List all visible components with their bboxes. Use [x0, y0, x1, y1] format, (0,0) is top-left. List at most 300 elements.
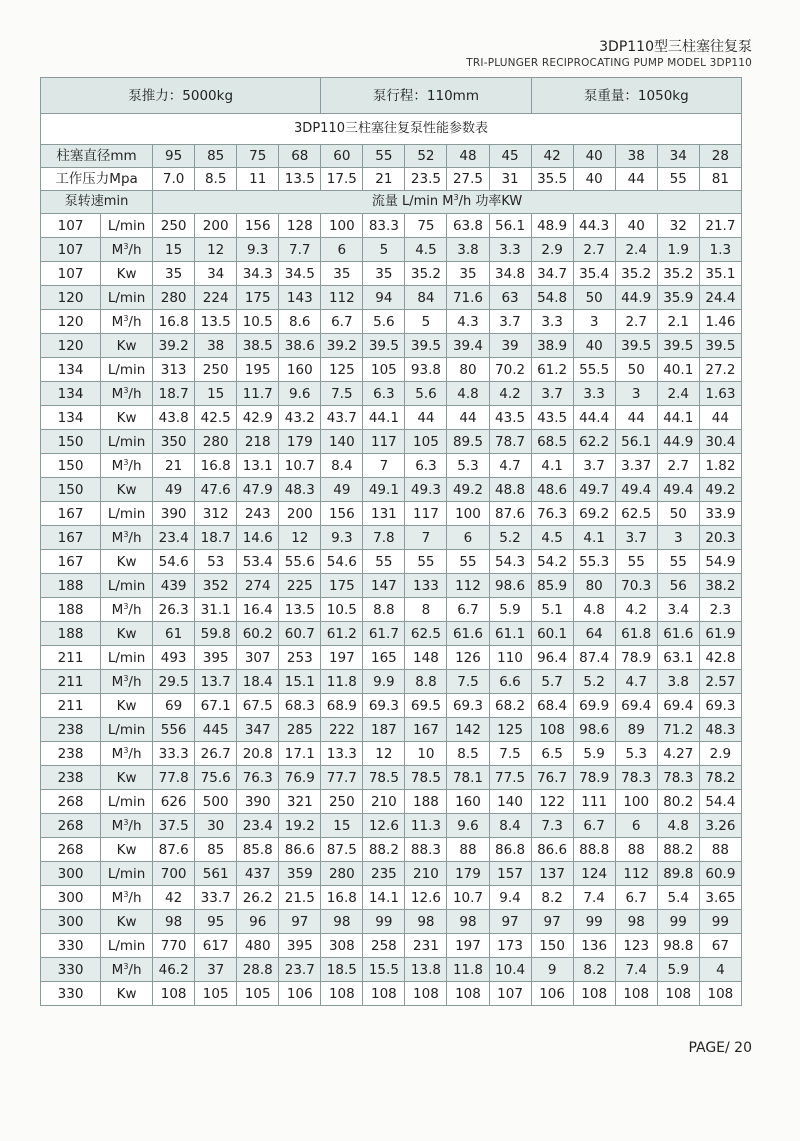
value-cell: 42.8: [699, 646, 741, 670]
value-cell: 39.2: [321, 334, 363, 358]
value-cell: 78.3: [615, 766, 657, 790]
value-cell: 71.2: [657, 718, 699, 742]
spec-thrust: 泵推力：5000kg: [41, 78, 321, 114]
value-cell: 7.4: [615, 958, 657, 982]
value-cell: 2.3: [699, 598, 741, 622]
value-cell: 84: [405, 286, 447, 310]
flow-power-label: [153, 191, 742, 214]
value-cell: 98: [447, 910, 489, 934]
value-cell: 44.4: [573, 406, 615, 430]
value-cell: 3.37: [615, 454, 657, 478]
value-cell: 39.5: [657, 334, 699, 358]
value-cell: 493: [153, 646, 195, 670]
value-cell: 8.4: [321, 454, 363, 478]
unit-pre: M: [111, 457, 124, 474]
pressure-cell: 8.5: [195, 168, 237, 191]
table-row: [41, 262, 742, 286]
value-cell: 87.6: [489, 502, 531, 526]
value-cell: 83.3: [363, 214, 405, 238]
value-cell: 6: [321, 238, 363, 262]
unit-cell: [101, 958, 153, 982]
value-cell: 35.2: [405, 262, 447, 286]
page-number: PAGE/ 20: [688, 1040, 752, 1056]
value-cell: 54.3: [489, 550, 531, 574]
value-cell: 2.4: [615, 238, 657, 262]
value-cell: 98.6: [489, 574, 531, 598]
value-cell: 105: [237, 982, 279, 1006]
value-cell: 97: [531, 910, 573, 934]
value-cell: 6.3: [363, 382, 405, 406]
value-cell: 35: [363, 262, 405, 286]
table-row: [41, 886, 742, 910]
value-cell: 55: [363, 550, 405, 574]
value-cell: 50: [573, 286, 615, 310]
value-cell: 64: [573, 622, 615, 646]
value-cell: 126: [447, 646, 489, 670]
value-cell: 6: [447, 526, 489, 550]
value-cell: 47.6: [195, 478, 237, 502]
table-title: 3DP110三柱塞往复泵性能参数表: [41, 114, 742, 145]
value-cell: 56.1: [615, 430, 657, 454]
value-cell: 15: [321, 814, 363, 838]
unit-cell: [101, 670, 153, 694]
table-row: [41, 454, 742, 478]
value-cell: 9.4: [489, 886, 531, 910]
value-cell: 39.4: [447, 334, 489, 358]
value-cell: 34.3: [237, 262, 279, 286]
rpm-cell: 330: [41, 934, 101, 958]
value-cell: 4.27: [657, 742, 699, 766]
unit-cell: Kw: [101, 622, 153, 646]
spec-stroke: 泵行程：110mm: [321, 78, 531, 114]
diameter-cell: 75: [237, 145, 279, 168]
value-cell: 2.1: [657, 310, 699, 334]
value-cell: 67.1: [195, 694, 237, 718]
value-cell: 30: [195, 814, 237, 838]
flow-label-pre: 流量 L/min M: [371, 194, 454, 209]
unit-cell: [101, 886, 153, 910]
unit-cell: Kw: [101, 550, 153, 574]
value-cell: 61.2: [321, 622, 363, 646]
value-cell: 87.4: [573, 646, 615, 670]
value-cell: 13.8: [405, 958, 447, 982]
table-row: [41, 502, 742, 526]
value-cell: 5.2: [573, 670, 615, 694]
value-cell: 195: [237, 358, 279, 382]
pressure-cell: 27.5: [447, 168, 489, 191]
value-cell: 54.6: [321, 550, 363, 574]
value-cell: 88.2: [363, 838, 405, 862]
value-cell: 55: [447, 550, 489, 574]
value-cell: 1.3: [699, 238, 741, 262]
value-cell: 55.6: [279, 550, 321, 574]
value-cell: 98.6: [573, 718, 615, 742]
value-cell: 200: [279, 502, 321, 526]
value-cell: 61.6: [657, 622, 699, 646]
value-cell: 37.5: [153, 814, 195, 838]
unit-sup: 3: [123, 745, 129, 755]
value-cell: 250: [195, 358, 237, 382]
value-cell: 26.2: [237, 886, 279, 910]
value-cell: 35: [153, 262, 195, 286]
unit-pre: M: [111, 673, 124, 690]
value-cell: 124: [573, 862, 615, 886]
unit-cell: L/min: [101, 358, 153, 382]
rpm-cell: 300: [41, 886, 101, 910]
value-cell: 4.8: [657, 814, 699, 838]
unit-sup: 3: [123, 673, 129, 683]
diameter-cell: 40: [573, 145, 615, 168]
value-cell: 5.6: [363, 310, 405, 334]
table-row: [41, 910, 742, 934]
value-cell: 55.5: [573, 358, 615, 382]
pressure-label: 工作压力Mpa: [41, 168, 153, 191]
value-cell: 49.2: [447, 478, 489, 502]
value-cell: 39.5: [615, 334, 657, 358]
unit-cell: Kw: [101, 982, 153, 1006]
unit-cell: L/min: [101, 862, 153, 886]
value-cell: 86.8: [489, 838, 531, 862]
unit-pre: M: [111, 889, 124, 906]
value-cell: 34.5: [279, 262, 321, 286]
value-cell: 44.1: [657, 406, 699, 430]
value-cell: 3.26: [699, 814, 741, 838]
rpm-cell: 134: [41, 358, 101, 382]
value-cell: 68.3: [279, 694, 321, 718]
value-cell: 3.8: [657, 670, 699, 694]
value-cell: 7.5: [489, 742, 531, 766]
rpm-cell: 150: [41, 454, 101, 478]
diameter-cell: 42: [531, 145, 573, 168]
value-cell: 99: [657, 910, 699, 934]
value-cell: 24.4: [699, 286, 741, 310]
table-row: [41, 646, 742, 670]
pressure-cell: 44: [615, 168, 657, 191]
value-cell: 285: [279, 718, 321, 742]
unit-cell: Kw: [101, 334, 153, 358]
value-cell: 43.8: [153, 406, 195, 430]
value-cell: 3.7: [573, 454, 615, 478]
value-cell: 20.8: [237, 742, 279, 766]
value-cell: 78.3: [657, 766, 699, 790]
rpm-cell: 330: [41, 982, 101, 1006]
value-cell: 11.8: [321, 670, 363, 694]
value-cell: 49.4: [615, 478, 657, 502]
value-cell: 2.4: [657, 382, 699, 406]
value-cell: 56: [657, 574, 699, 598]
pressure-cell: 7.0: [153, 168, 195, 191]
value-cell: 80: [447, 358, 489, 382]
value-cell: 156: [237, 214, 279, 238]
value-cell: 3: [573, 310, 615, 334]
value-cell: 70.2: [489, 358, 531, 382]
value-cell: 33.3: [153, 742, 195, 766]
value-cell: 60.2: [237, 622, 279, 646]
value-cell: 56.1: [489, 214, 531, 238]
diameter-cell: 34: [657, 145, 699, 168]
unit-post: /h: [128, 961, 142, 978]
value-cell: 250: [153, 214, 195, 238]
table-row: [41, 310, 742, 334]
value-cell: 35.4: [573, 262, 615, 286]
value-cell: 69.5: [405, 694, 447, 718]
value-cell: 3: [657, 526, 699, 550]
table-row: [41, 574, 742, 598]
pressure-cell: 17.5: [321, 168, 363, 191]
value-cell: 11.8: [447, 958, 489, 982]
value-cell: 54.4: [699, 790, 741, 814]
value-cell: 5.6: [405, 382, 447, 406]
value-cell: 235: [363, 862, 405, 886]
value-cell: 147: [363, 574, 405, 598]
value-cell: 70.3: [615, 574, 657, 598]
value-cell: 100: [321, 214, 363, 238]
value-cell: 49: [321, 478, 363, 502]
table-row: [41, 526, 742, 550]
value-cell: 125: [321, 358, 363, 382]
rpm-cell: 150: [41, 430, 101, 454]
value-cell: 2.9: [699, 742, 741, 766]
unit-sup: 3: [123, 889, 129, 899]
value-cell: 69.3: [363, 694, 405, 718]
value-cell: 23.4: [237, 814, 279, 838]
value-cell: 96: [237, 910, 279, 934]
value-cell: 8: [405, 598, 447, 622]
value-cell: 108: [405, 982, 447, 1006]
value-cell: 98: [615, 910, 657, 934]
table-row: [41, 238, 742, 262]
value-cell: 76.9: [279, 766, 321, 790]
unit-cell: L/min: [101, 646, 153, 670]
unit-post: /h: [128, 673, 142, 690]
value-cell: 222: [321, 718, 363, 742]
value-cell: 617: [195, 934, 237, 958]
value-cell: 13.5: [195, 310, 237, 334]
value-cell: 48.3: [699, 718, 741, 742]
value-cell: 85.8: [237, 838, 279, 862]
value-cell: 4.8: [573, 598, 615, 622]
value-cell: 8.8: [363, 598, 405, 622]
value-cell: 3.7: [531, 382, 573, 406]
value-cell: 80.2: [657, 790, 699, 814]
value-cell: 38.6: [279, 334, 321, 358]
value-cell: 10: [405, 742, 447, 766]
value-cell: 7: [363, 454, 405, 478]
value-cell: 40.1: [657, 358, 699, 382]
value-cell: 106: [531, 982, 573, 1006]
value-cell: 188: [405, 790, 447, 814]
unit-pre: M: [111, 313, 124, 330]
value-cell: 5.3: [615, 742, 657, 766]
value-cell: 12.6: [405, 886, 447, 910]
value-cell: 89.8: [657, 862, 699, 886]
value-cell: 95: [195, 910, 237, 934]
value-cell: 16.4: [237, 598, 279, 622]
value-cell: 13.3: [321, 742, 363, 766]
value-cell: 2.7: [573, 238, 615, 262]
table-row: [41, 838, 742, 862]
value-cell: 39: [489, 334, 531, 358]
rpm-cell: 167: [41, 526, 101, 550]
value-cell: 308: [321, 934, 363, 958]
value-cell: 15: [195, 382, 237, 406]
value-cell: 86.6: [279, 838, 321, 862]
diameter-row: [41, 145, 742, 168]
table-title-row: [41, 114, 742, 145]
value-cell: 12: [195, 238, 237, 262]
value-cell: 3.3: [489, 238, 531, 262]
value-cell: 175: [321, 574, 363, 598]
value-cell: 39.5: [363, 334, 405, 358]
value-cell: 68.9: [321, 694, 363, 718]
value-cell: 99: [699, 910, 741, 934]
value-cell: 55: [657, 550, 699, 574]
value-cell: 1.46: [699, 310, 741, 334]
value-cell: 9.6: [279, 382, 321, 406]
value-cell: 175: [237, 286, 279, 310]
table-row: [41, 766, 742, 790]
value-cell: 93.8: [405, 358, 447, 382]
diameter-cell: 45: [489, 145, 531, 168]
value-cell: 140: [489, 790, 531, 814]
value-cell: 108: [531, 718, 573, 742]
value-cell: 4.8: [447, 382, 489, 406]
unit-sup: 3: [123, 529, 129, 539]
value-cell: 43.5: [489, 406, 531, 430]
unit-post: /h: [128, 529, 142, 546]
value-cell: 38.9: [531, 334, 573, 358]
value-cell: 136: [573, 934, 615, 958]
value-cell: 3.65: [699, 886, 741, 910]
value-cell: 16.8: [321, 886, 363, 910]
value-cell: 12: [279, 526, 321, 550]
diameter-cell: 28: [699, 145, 741, 168]
value-cell: 4: [699, 958, 741, 982]
rpm-cell: 134: [41, 382, 101, 406]
value-cell: 78.9: [573, 766, 615, 790]
value-cell: 200: [195, 214, 237, 238]
value-cell: 108: [573, 982, 615, 1006]
value-cell: 165: [363, 646, 405, 670]
unit-cell: L/min: [101, 214, 153, 238]
unit-sup: 3: [123, 961, 129, 971]
value-cell: 18.4: [237, 670, 279, 694]
value-cell: 280: [195, 430, 237, 454]
value-cell: 78.5: [405, 766, 447, 790]
value-cell: 38.5: [237, 334, 279, 358]
value-cell: 5.9: [573, 742, 615, 766]
rpm-cell: 107: [41, 214, 101, 238]
pressure-cell: 40: [573, 168, 615, 191]
value-cell: 85: [195, 838, 237, 862]
value-cell: 14.1: [363, 886, 405, 910]
value-cell: 78.2: [699, 766, 741, 790]
table-row: [41, 406, 742, 430]
value-cell: 44.3: [573, 214, 615, 238]
value-cell: 108: [447, 982, 489, 1006]
value-cell: 253: [279, 646, 321, 670]
value-cell: 111: [573, 790, 615, 814]
value-cell: 437: [237, 862, 279, 886]
unit-post: /h: [128, 457, 142, 474]
value-cell: 75: [405, 214, 447, 238]
value-cell: 53: [195, 550, 237, 574]
value-cell: 390: [153, 502, 195, 526]
value-cell: 156: [321, 502, 363, 526]
value-cell: 500: [195, 790, 237, 814]
rpm-cell: 134: [41, 406, 101, 430]
pressure-cell: 31: [489, 168, 531, 191]
rpm-cell: 238: [41, 766, 101, 790]
value-cell: 78.5: [363, 766, 405, 790]
value-cell: 62.2: [573, 430, 615, 454]
value-cell: 105: [363, 358, 405, 382]
value-cell: 59.8: [195, 622, 237, 646]
value-cell: 1.9: [657, 238, 699, 262]
value-cell: 61.9: [699, 622, 741, 646]
unit-sup: 3: [123, 385, 129, 395]
value-cell: 108: [363, 982, 405, 1006]
value-cell: 76.7: [531, 766, 573, 790]
rpm-cell: 211: [41, 694, 101, 718]
value-cell: 131: [363, 502, 405, 526]
rpm-cell: 300: [41, 910, 101, 934]
value-cell: 6.3: [405, 454, 447, 478]
value-cell: 770: [153, 934, 195, 958]
value-cell: 108: [615, 982, 657, 1006]
value-cell: 42.9: [237, 406, 279, 430]
rpm-cell: 120: [41, 310, 101, 334]
value-cell: 48.3: [279, 478, 321, 502]
value-cell: 63: [489, 286, 531, 310]
value-cell: 8.8: [405, 670, 447, 694]
value-cell: 61.8: [615, 622, 657, 646]
value-cell: 97: [489, 910, 531, 934]
value-cell: 35: [321, 262, 363, 286]
flow-label-post: /h 功率KW: [458, 194, 523, 209]
value-cell: 108: [153, 982, 195, 1006]
value-cell: 38: [195, 334, 237, 358]
unit-cell: [101, 814, 153, 838]
value-cell: 18.7: [195, 526, 237, 550]
value-cell: 556: [153, 718, 195, 742]
value-cell: 99: [363, 910, 405, 934]
rpm-cell: 150: [41, 478, 101, 502]
value-cell: 60.1: [531, 622, 573, 646]
rpm-cell: 211: [41, 646, 101, 670]
value-cell: 626: [153, 790, 195, 814]
unit-cell: [101, 310, 153, 334]
value-cell: 9.3: [237, 238, 279, 262]
value-cell: 12: [363, 742, 405, 766]
table-row: [41, 934, 742, 958]
value-cell: 34: [195, 262, 237, 286]
value-cell: 29.5: [153, 670, 195, 694]
value-cell: 9.3: [321, 526, 363, 550]
value-cell: 700: [153, 862, 195, 886]
rpm-cell: 268: [41, 790, 101, 814]
value-cell: 44: [405, 406, 447, 430]
value-cell: 89.5: [447, 430, 489, 454]
value-cell: 77.8: [153, 766, 195, 790]
value-cell: 6.7: [321, 310, 363, 334]
value-cell: 100: [447, 502, 489, 526]
value-cell: 69.2: [573, 502, 615, 526]
value-cell: 7.5: [447, 670, 489, 694]
value-cell: 31.1: [195, 598, 237, 622]
table-row: [41, 862, 742, 886]
value-cell: 307: [237, 646, 279, 670]
